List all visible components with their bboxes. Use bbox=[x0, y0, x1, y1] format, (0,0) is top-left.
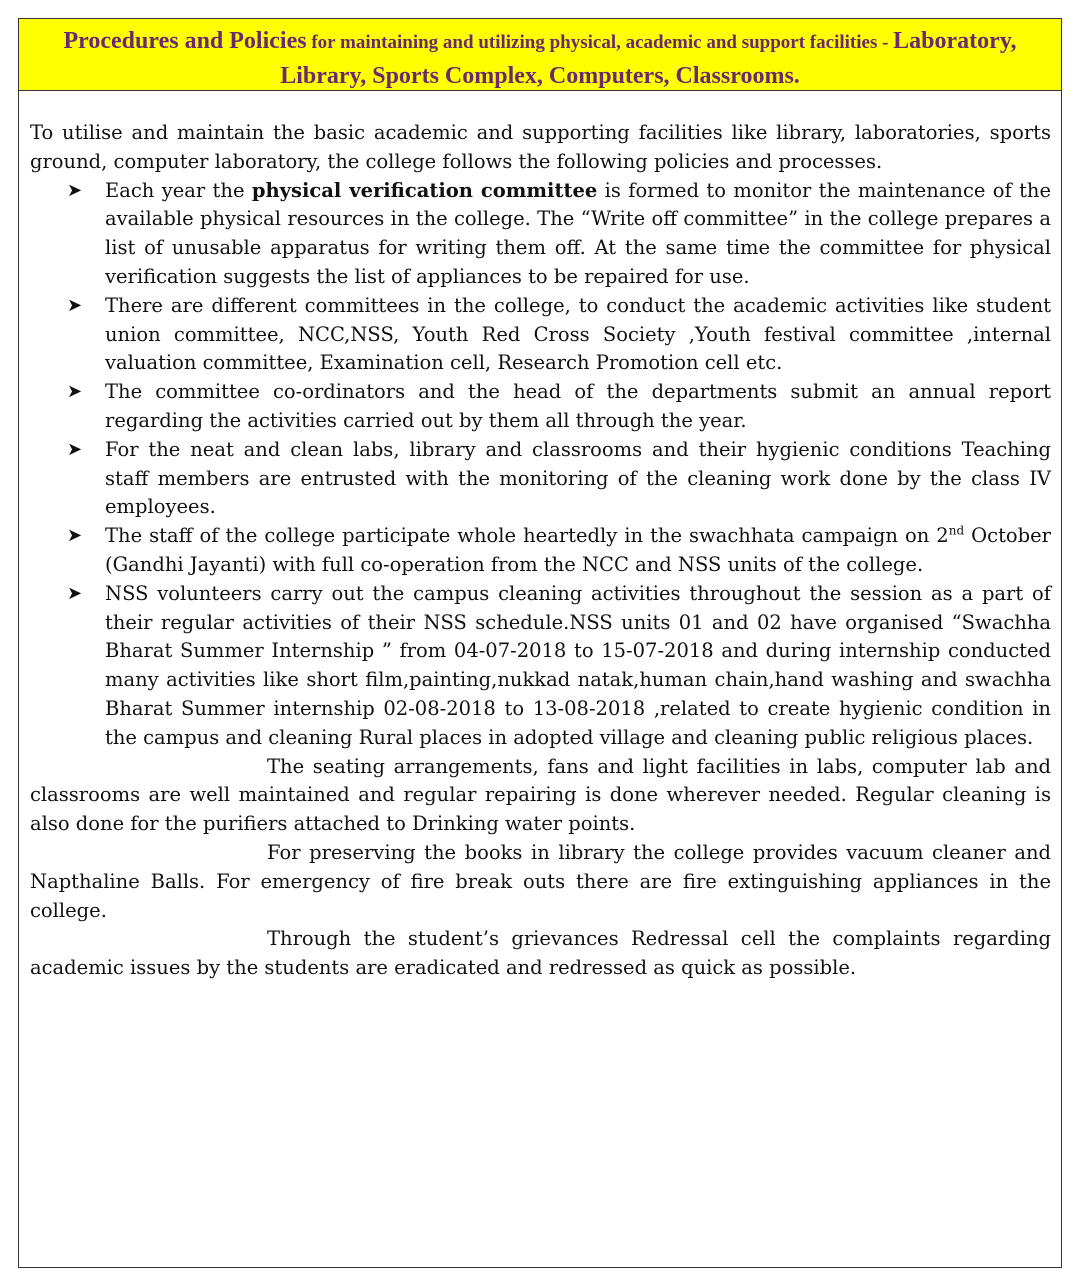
bullet-1-text-a: Each year the bbox=[105, 178, 252, 202]
library-paragraph: For preserving the books in library the college provides vacuum cleaner and Napthaline Balls. For emergency of fire break outs there are fire extinguishing appliances in the college. bbox=[30, 840, 1051, 922]
bullet-5-superscript: nd bbox=[948, 523, 965, 538]
arrow-bullet-icon: ➤ bbox=[67, 438, 83, 460]
list-item bbox=[67, 292, 1051, 378]
policy-list bbox=[30, 177, 1051, 753]
bullet-2-text: There are different committees in the college, to conduct the academic activities like student union committee, NCC,NSS, Youth Red Cross Society ,Youth festival committee ,internal valuation committee, Examination cell, Research Promotion cell etc. bbox=[105, 293, 1051, 375]
arrow-bullet-icon: ➤ bbox=[67, 525, 83, 547]
bullet-3-text: The committee co-ordinators and the head of the departments submit an annual report regarding the activities carried out by them all through the year. bbox=[105, 380, 1051, 432]
title-part-3: Laboratory, Library, Sports Complex, Computers, Classrooms. bbox=[280, 28, 1017, 89]
title-banner bbox=[19, 19, 1061, 91]
bullet-4-text: For the neat and clean labs, library and classrooms and their hygienic conditions Teaching staff members are entrusted with the monitoring of the cleaning work done by the class IV employees. bbox=[105, 437, 1051, 519]
list-item bbox=[67, 580, 1051, 753]
arrow-bullet-icon: ➤ bbox=[67, 294, 83, 316]
document-frame bbox=[18, 18, 1062, 1268]
grievance-paragraph: Through the student’s grievances Redressal cell the complaints regarding academic issues by the students are eradicated and redressed as quick as possible. bbox=[30, 927, 1051, 980]
list-item bbox=[67, 378, 1051, 436]
title-part-1: Procedures and Policies bbox=[63, 28, 307, 54]
document-body bbox=[19, 91, 1061, 983]
bullet-1-bold: physical verification committee bbox=[251, 178, 598, 202]
intro-paragraph: To utilise and maintain the basic academic and supporting facilities like library, laboratories, sports ground, computer laboratory, the college follows the following policies and processes. bbox=[30, 121, 1051, 173]
bullet-5-text-b: October (Gandhi Jayanti) with full co-operation from the NCC and NSS units of the college. bbox=[105, 524, 1051, 576]
list-item bbox=[67, 177, 1052, 292]
bullet-6-text: NSS volunteers carry out the campus cleaning activities throughout the session as a part of their regular activities of their NSS schedule.NSS units 01 and 02 have organised “Swachha Bharat Summer Internship ” from 04-07-2018 to 15-07-2018 and during internship conducted many activities like short film,painting,nukkad natak,human chain,hand washing and swachha Bharat Summer internship 02-08-2018 to 13-08-2018 ,related to create hygienic condition in the campus and cleaning Rural places in adopted village and cleaning public religious places. bbox=[105, 581, 1051, 749]
list-item bbox=[67, 436, 1051, 522]
bullet-1-text-b: is formed to monitor the maintenance of the available physical resources in the college. The “Write off committee” in the college prepares a list of unusable apparatus for writing them off. At the same time the committee for physical verification suggests the list of appliances to be repaired for use. bbox=[105, 178, 1052, 288]
arrow-bullet-icon: ➤ bbox=[67, 179, 83, 201]
arrow-bullet-icon: ➤ bbox=[67, 381, 83, 403]
list-item bbox=[67, 522, 1051, 580]
title-part-2: for maintaining and utilizing physical, academic and support facilities - bbox=[306, 32, 894, 53]
arrow-bullet-icon: ➤ bbox=[67, 582, 83, 604]
bullet-5-text-a: The staff of the college participate whole heartedly in the swachhata campaign on 2 bbox=[105, 524, 949, 548]
facilities-paragraph: The seating arrangements, fans and light facilities in labs, computer lab and classrooms are well maintained and regular repairing is done wherever needed. Regular cleaning is also done for the purifiers attached to Drinking water points. bbox=[30, 754, 1051, 836]
